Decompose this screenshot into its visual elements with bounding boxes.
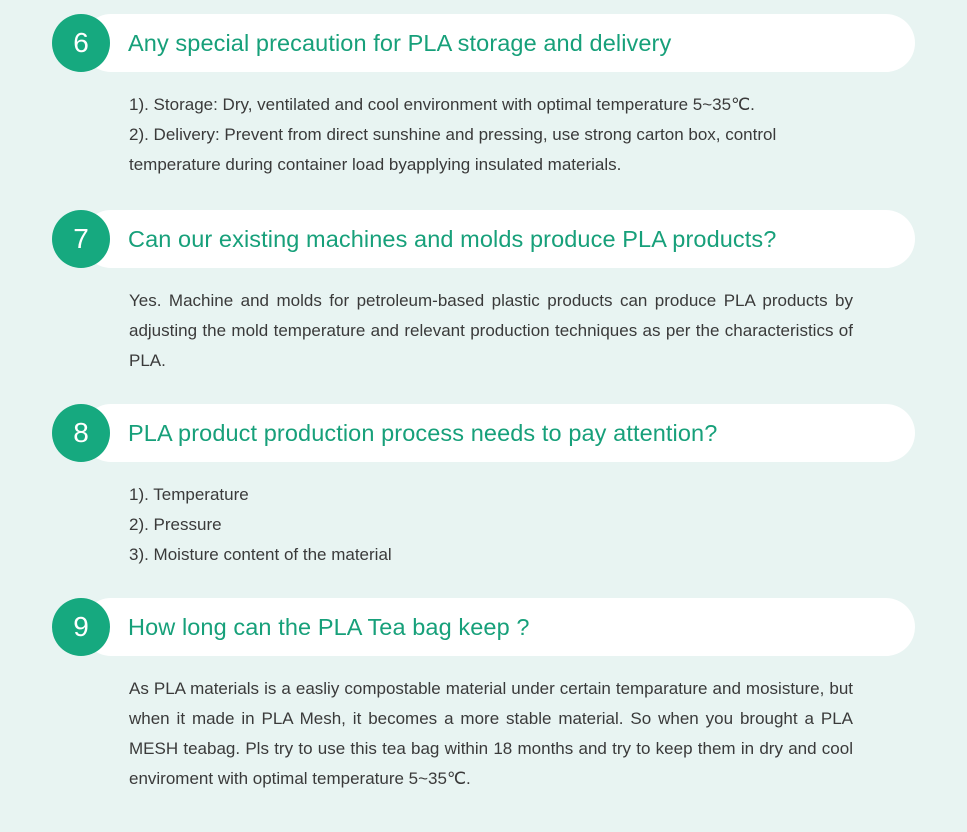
faq-item-8 bbox=[52, 404, 915, 570]
faq-question-9: How long can the PLA Tea bag keep ? bbox=[128, 613, 530, 640]
faq-answer-line: 3). Moisture content of the material bbox=[129, 545, 392, 564]
faq-answer-9 bbox=[129, 674, 853, 794]
faq-item-9 bbox=[52, 598, 915, 794]
faq-number-badge-7: 7 bbox=[52, 210, 110, 268]
faq-answer-7 bbox=[129, 286, 853, 376]
spacer bbox=[52, 382, 915, 404]
faq-answer-line: Yes. Machine and molds for petroleum-based plastic products can produce PLA products by adjusting the mold temperature and relevant production techniques as per the characteristics of PLA. bbox=[129, 291, 853, 370]
faq-header-7[interactable] bbox=[73, 210, 915, 268]
faq-question-6: Any special precaution for PLA storage and delivery bbox=[128, 29, 672, 56]
faq-header-9[interactable] bbox=[73, 598, 915, 656]
faq-item-6 bbox=[52, 14, 915, 180]
faq-header-8[interactable] bbox=[73, 404, 915, 462]
faq-question-7: Can our existing machines and molds produce PLA products? bbox=[128, 225, 777, 252]
faq-header-6[interactable] bbox=[73, 14, 915, 72]
faq-item-7 bbox=[52, 210, 915, 376]
faq-answer-line: 2). Delivery: Prevent from direct sunshine and pressing, use strong carton box, control temperature during container load byapplying insulated materials. bbox=[129, 125, 777, 174]
faq-question-8: PLA product production process needs to pay attention? bbox=[128, 419, 718, 446]
faq-answer-8 bbox=[129, 480, 853, 570]
faq-number-badge-8: 8 bbox=[52, 404, 110, 462]
faq-answer-line: As PLA materials is a easliy compostable material under certain temparature and mosisture, but when it made in PLA Mesh, it becomes a more stable material. So when you brought a PLA MESH teabag. Pls try to use this tea bag within 18 months and try to keep them in dry and cool enviroment with optimal temperature 5~35℃. bbox=[129, 679, 853, 788]
faq-answer-line: 2). Pressure bbox=[129, 515, 222, 534]
spacer bbox=[52, 576, 915, 598]
faq-answer-line: 1). Temperature bbox=[129, 485, 249, 504]
faq-answer-6 bbox=[129, 90, 853, 180]
faq-number-badge-9: 9 bbox=[52, 598, 110, 656]
faq-number-badge-6: 6 bbox=[52, 14, 110, 72]
faq-answer-line: 1). Storage: Dry, ventilated and cool environment with optimal temperature 5~35℃. bbox=[129, 95, 755, 114]
spacer bbox=[52, 186, 915, 210]
